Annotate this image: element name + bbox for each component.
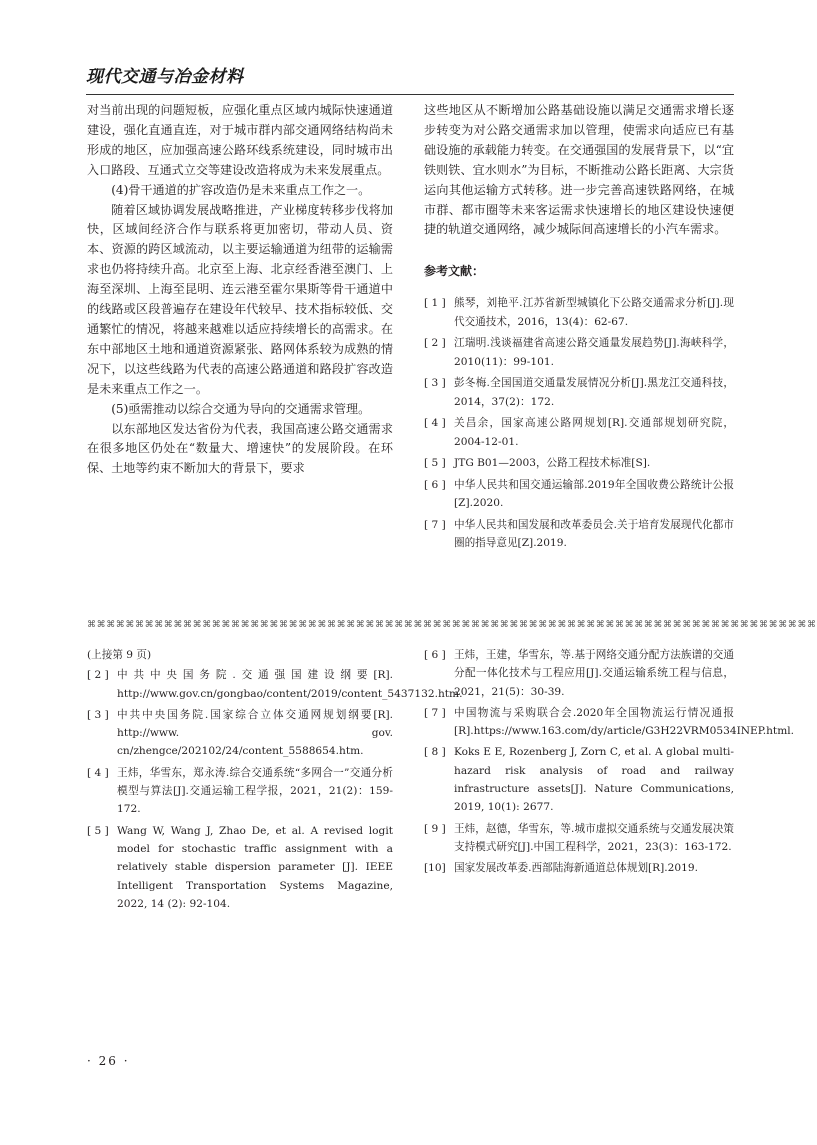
body-paragraph: 以东部地区发达省份为代表，我国高速公路交通需求在很多地区仍处在“数量大、增速快”的发展阶段。在环保、土地等约束不断加大的背景下，要求 (87, 421, 393, 476)
reference-number: [ 4 ] (87, 766, 109, 779)
reference-text: 王炜，王建，华雪东，等.基于网络交通分配方法族谱的交通分配一体化技术与工程应用[J].交通运输系统工程与信息，2021，21(5)：30-39. (454, 649, 734, 698)
reference-item (424, 294, 734, 331)
reference-text: 王炜，赵德，华雪东，等.城市虚拟交通系统与交通发展决策支持模式研究[J].中国工程科学，2021，23(3)：163-172. (454, 822, 734, 853)
section-divider: ⌘⌘⌘⌘⌘⌘⌘⌘⌘⌘⌘⌘⌘⌘⌘⌘⌘⌘⌘⌘⌘⌘⌘⌘⌘⌘⌘⌘⌘⌘⌘⌘⌘⌘⌘⌘⌘⌘⌘⌘⌘⌘⌘⌘⌘⌘⌘⌘⌘⌘⌘⌘⌘⌘⌘⌘⌘⌘⌘⌘⌘⌘⌘⌘⌘⌘⌘⌘⌘⌘⌘⌘⌘⌘⌘⌘ (87, 620, 817, 630)
left-column (87, 101, 393, 479)
reference-item (424, 454, 734, 473)
reference-text: JTG B01—2003，公路工程技术标准[S]. (454, 457, 651, 470)
reference-item (424, 516, 734, 553)
reference-item (424, 859, 734, 877)
section-heading: (4)骨干通道的扩容改造仍是未来重点工作之一。 (111, 182, 371, 197)
reference-number: [ 7 ] (424, 518, 446, 531)
reference-text: 中华人民共和国发展和改革委员会.关于培育发展现代化都市圈的指导意见[Z].2019. (454, 518, 734, 550)
reference-number: [ 6 ] (424, 649, 446, 661)
reference-number: [ 1 ] (424, 297, 446, 310)
reference-text: Wang W, Wang J, Zhao De, et al. A revised logit model for stochastic traffic assignment with a relatively stable dispersion parameter [J]. IEEE Intelligent Transportation Systems Magazine, 2022, 14 (2): 92-104. (117, 824, 393, 910)
reference-text: 中国物流与采购联合会.2020年全国物流运行情况通报[R].https://www.163.com/dy/article/G3H22VRM0534INEP.html. (454, 706, 794, 738)
body-paragraph: 对当前出现的问题短板，应强化重点区域内城际快速通道建设，强化直通直连，对于城市群内部交通网络结构尚未形成的地区，应加强高速公路环线系统建设，同时城市出入口路段、互通式立交等建设改造将成为未来发展重点。 (87, 103, 393, 177)
reference-item (424, 414, 734, 451)
body-paragraph: 这些地区从不断增加公路基础设施以满足交通需求增长逐步转变为对公路交通需求加以管理，使需求向适应已有基础设施的承载能力转变。在交通强国的发展背景下，以“宜铁则铁、宜水则水”为目标，不断推动公路长距离、大宗货运向其他运输方式转移。进一步完善高速铁路网络，在城市群、都市圈等未来客运需求快速增长的地区建设快速便捷的轨道交通网络，减少城际间高速增长的小汽车需求。 (424, 103, 734, 237)
reference-number: [ 8 ] (424, 746, 446, 759)
reference-text: 关昌余，国家高速公路网规划[R].交通部规划研究院，2004-12-01. (454, 417, 734, 448)
reference-number: [ 5 ] (87, 824, 109, 837)
reference-number: [ 2 ] (424, 337, 446, 350)
body-paragraph: 随着区域协调发展战略推进，产业梯度转移步伐将加快，区域间经济合作与联系将更加密切，带动人员、资本、资源的跨区域流动，以主要运输通道为纽带的运输需求也仍将持续升高。北京至上海、北京经香港至澳门、上海至深圳、上海至昆明、连云港至霍尔果斯等骨干通道中的线路或区段普遍存在建设年代较早、技术指标较低、交通繁忙的情况，将越来越难以适应持续增长的高需求。在东中部地区土地和通道资源紧张、路网体系较为成熟的情况下，以这些线路为代表的高速公路通道和路段扩容改造是未来重点工作之一。 (87, 202, 393, 396)
right-column (424, 101, 734, 556)
reference-item (424, 704, 794, 741)
reference-number: [ 5 ] (424, 457, 446, 470)
reference-number: [ 3 ] (424, 377, 446, 390)
reference-item (424, 476, 734, 513)
continued-label: (上接第 9 页) (87, 649, 152, 661)
page-number: · 26 · (87, 1054, 130, 1068)
reference-item (87, 706, 393, 761)
reference-item (87, 666, 463, 703)
reference-text: Koks E E, Rozenberg J, Zorn C, et al. A global multi-hazard risk analysis of road and railway infrastructure assets[J]. Nature Communications, 2019, 10(1): 2677. (454, 746, 734, 814)
header-rule (86, 94, 734, 95)
reference-item (87, 764, 393, 819)
reference-text: 中华人民共和国交通运输部.2019年全国收费公路统计公报[Z].2020. (454, 478, 734, 510)
reference-text: 熊琴，刘艳平.江苏省新型城镇化下公路交通需求分析[J].现代交通技术，2016，13(4)：62-67. (454, 297, 734, 328)
reference-number: [10] (424, 862, 446, 875)
reference-item (424, 334, 734, 371)
reference-list (424, 294, 734, 553)
reference-text: 中共中央国务院.国家综合立体交通网规划纲要[R]. http://www. gov. cn/zhengce/202102/24/content_5588654.htm. (117, 708, 393, 758)
continued-left-column (87, 646, 463, 916)
reference-text: 国家发展改革委.西部陆海新通道总体规划[R].2019. (454, 862, 698, 875)
journal-logo: 现代交通与冶金材料 (86, 67, 244, 87)
reference-number: [ 7 ] (424, 706, 446, 719)
reference-number: [ 2 ] (87, 669, 109, 682)
reference-number: [ 6 ] (424, 478, 446, 491)
reference-text: 江瑞明.浅谈福建省高速公路交通量发展趋势[J].海峡科学，2010(11)：99-101. (454, 337, 734, 368)
continued-right-column (424, 646, 794, 881)
references-title: 参考文献： (424, 264, 485, 279)
reference-text: 王炜，华雪东，郑永涛.综合交通系统“多网合一”交通分析模型与算法[J].交通运输工程学报，2021，21(2)：159-172. (117, 766, 393, 816)
reference-text: 彭冬梅.全国国道交通量发展情况分析[J].黑龙江交通科技，2014，37(2)：172. (454, 377, 734, 408)
reference-item (87, 822, 393, 913)
reference-text: 中共中央国务院.交通强国建设纲要[R]. http://www.gov.cn/gongbao/content/2019/content_5437132.htm. (117, 669, 463, 700)
reference-number: [ 3 ] (87, 708, 109, 721)
reference-item (424, 743, 734, 816)
reference-item (424, 646, 734, 701)
continued-left-references (87, 666, 463, 913)
page-header (86, 58, 734, 96)
continued-right-references (424, 646, 794, 878)
section-heading: (5)亟需推动以综合交通为导向的交通需求管理。 (111, 401, 371, 416)
reference-number: [ 9 ] (424, 822, 446, 835)
reference-number: [ 4 ] (424, 417, 446, 430)
reference-item (424, 374, 734, 411)
reference-item (424, 820, 734, 857)
